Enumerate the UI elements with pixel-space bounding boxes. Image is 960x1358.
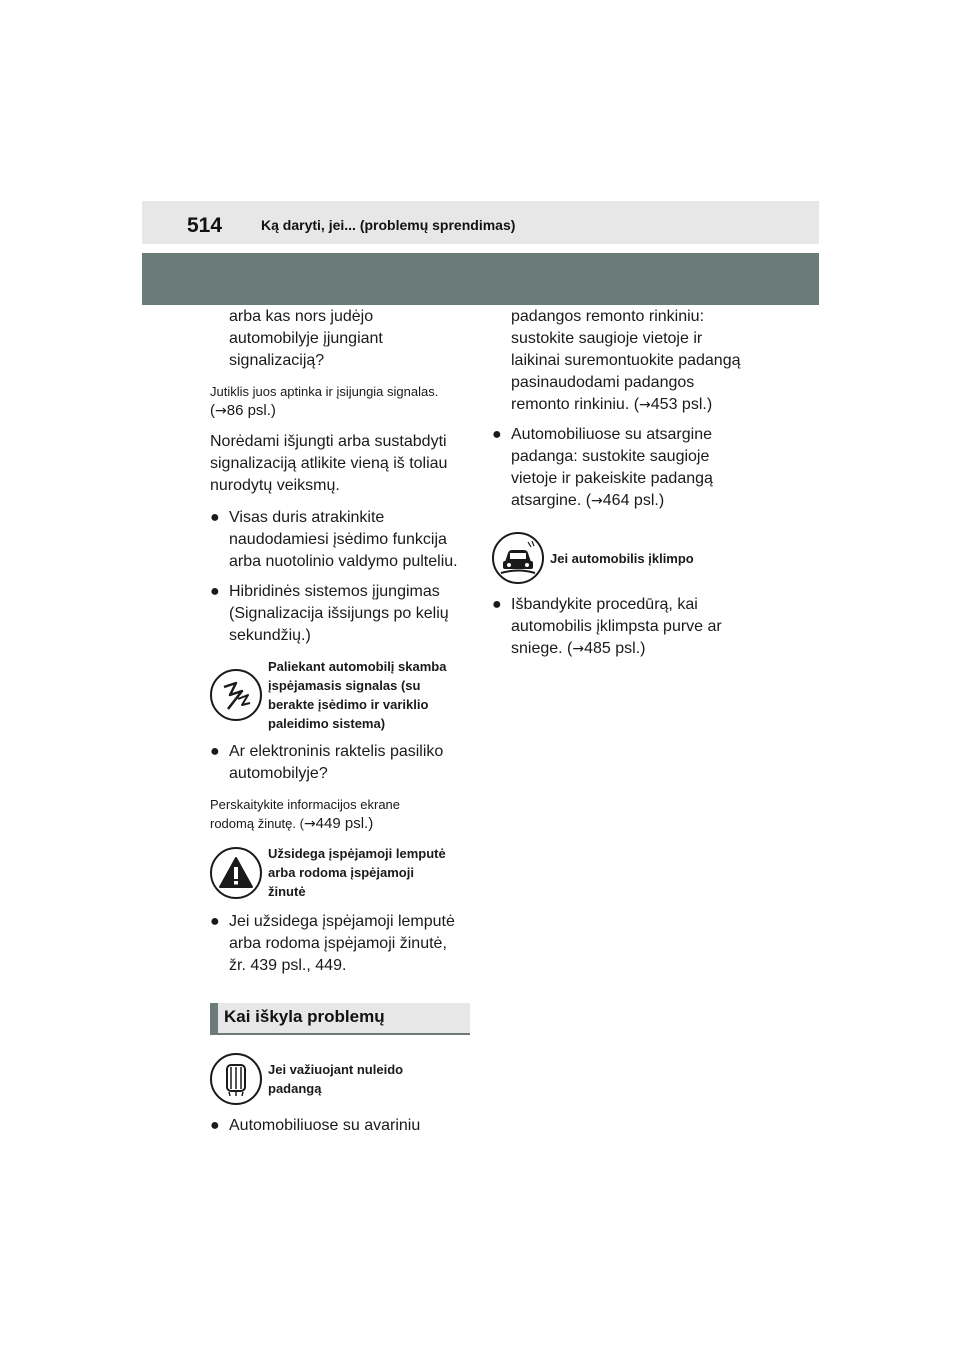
bullet-dot: ●	[210, 743, 220, 760]
bullet-stuck-procedure: ● Išbandykite procedūrą, kai automobilis įklimpsta purve ar sniege. (→485 psl.)	[492, 596, 722, 657]
bullet-dot: ●	[210, 913, 220, 930]
bullet-dot: ●	[492, 426, 502, 443]
chapter-title: Ką daryti, jei... (problemų sprendimas)	[261, 217, 516, 233]
alarm-sound-icon	[210, 669, 262, 721]
section-band	[142, 253, 819, 305]
note-sensor: Jutiklis juos aptinka ir įsijungia signalas. (→86 psl.)	[210, 384, 439, 419]
bullet-warning-light: ● Jei užsidega įspėjamoji lemputė arba rodoma įspėjamoji žinutė, žr. 439 psl., 449.	[210, 913, 455, 974]
bullet-electronic-key: ● Ar elektroninis raktelis pasiliko automobilyje?	[210, 743, 444, 782]
flat-tire-heading: Jei važiuojant nuleido padangą	[210, 1053, 470, 1105]
section-heading: Kai iškyla problemų	[210, 1003, 470, 1035]
bullet-unlock-doors: ● Visas duris atrakinkite naudodamiesi įsėdimo funkcija arba nuotolinio valdymo pulteliu.	[210, 509, 458, 570]
bullet-dot: ●	[210, 509, 220, 526]
page-number: 514	[187, 214, 223, 237]
bullet-dot: ●	[492, 596, 502, 613]
bullet-dot: ●	[210, 1117, 220, 1134]
warning-heading: Užsidega įspėjamoji lemputė arba rodoma įspėjamoji žinutė	[210, 844, 470, 901]
stuck-car-icon	[492, 532, 544, 584]
warning-triangle-icon	[210, 847, 262, 899]
bullet-repair-kit: ● Automobiliuose su avariniu	[210, 1115, 470, 1137]
instructions-paragraph: Norėdami išjungti arba sustabdyti signalizaciją atlikite vieną iš toliau nurodytų veiksmų.	[210, 433, 448, 494]
stuck-vehicle-heading: Jei automobilis įklimpo	[492, 532, 754, 584]
flat-tire-icon	[210, 1053, 262, 1105]
continued-text: arba kas nors judėjo automobilyje įjungiant signalizaciją?	[229, 308, 383, 369]
right-column	[492, 306, 754, 660]
left-column	[210, 306, 470, 1137]
bullet-hybrid-system: ● Hibridinės sistemos įjungimas (Signalizacija išsijungs po kelių sekundžių.)	[210, 583, 449, 644]
alarm-heading: Paliekant automobilį skamba įspėjamasis signalas (su berakte įsėdimo ir variklio paleidimo sistema)	[210, 657, 470, 733]
continued-repair-kit-text: padangos remonto rinkiniu: sustokite saugioje vietoje ir laikinai suremontuokite padangą pasinaudodami padangos remonto rinkiniu. (→453 psl.)	[511, 308, 741, 413]
bullet-dot: ●	[210, 583, 220, 600]
note-display-message: Perskaitykite informacijos ekrane rodomą žinutę. (→449 psl.)	[210, 797, 401, 832]
bullet-spare-tire: ● Automobiliuose su atsargine padanga: sustokite saugioje vietoje ir pakeiskite padangą atsargine. (→464 psl.)	[492, 426, 713, 509]
